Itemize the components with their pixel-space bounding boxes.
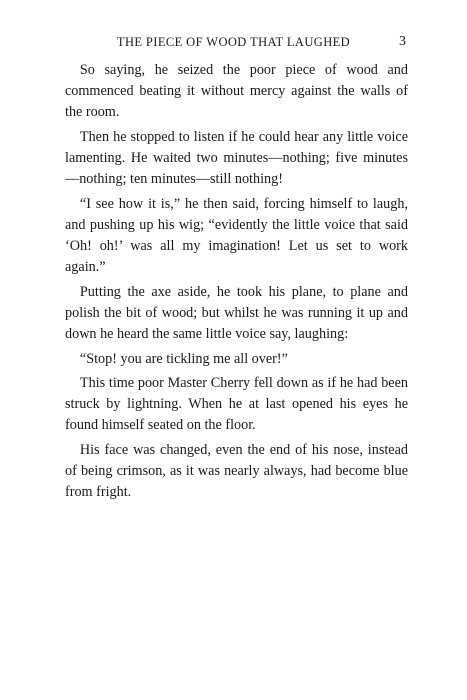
paragraph: “Stop! you are tickling me all over!” [79, 350, 288, 367]
body-text [65, 60, 408, 507]
paragraph: So saying, he seized the poor piece of wood and commenced beating it without mercy against the walls of the room. [65, 62, 408, 121]
running-title: THE PIECE OF WOOD THAT LAUGHED [116, 35, 351, 49]
paragraph: His face was changed, even the end of his nose, instead of being crimson, as it was nearly always, had become blue from fright. [65, 442, 408, 501]
page-number: 3 [399, 34, 406, 49]
paragraph: Putting the axe aside, he took his plane, to plane and polish the bit of wood; but whilst he was running it up and down he heard the same little voice say, laughing: [65, 283, 408, 342]
paragraph: “I see how it is,” he then said, forcing himself to laugh, and pushing up his wig; “evidently the little voice that said ‘Oh! oh!’ was all my imagination! Let us set to work again.” [65, 195, 408, 276]
running-head [0, 33, 467, 51]
paragraph: This time poor Master Cherry fell down as if he had been struck by lightning. When he at last opened his eyes he found himself seated on the floor. [65, 375, 408, 434]
paragraph: Then he stopped to listen if he could hear any little voice lamenting. He waited two minutes—nothing; five minutes—nothing; ten minutes—still nothing! [65, 128, 408, 188]
